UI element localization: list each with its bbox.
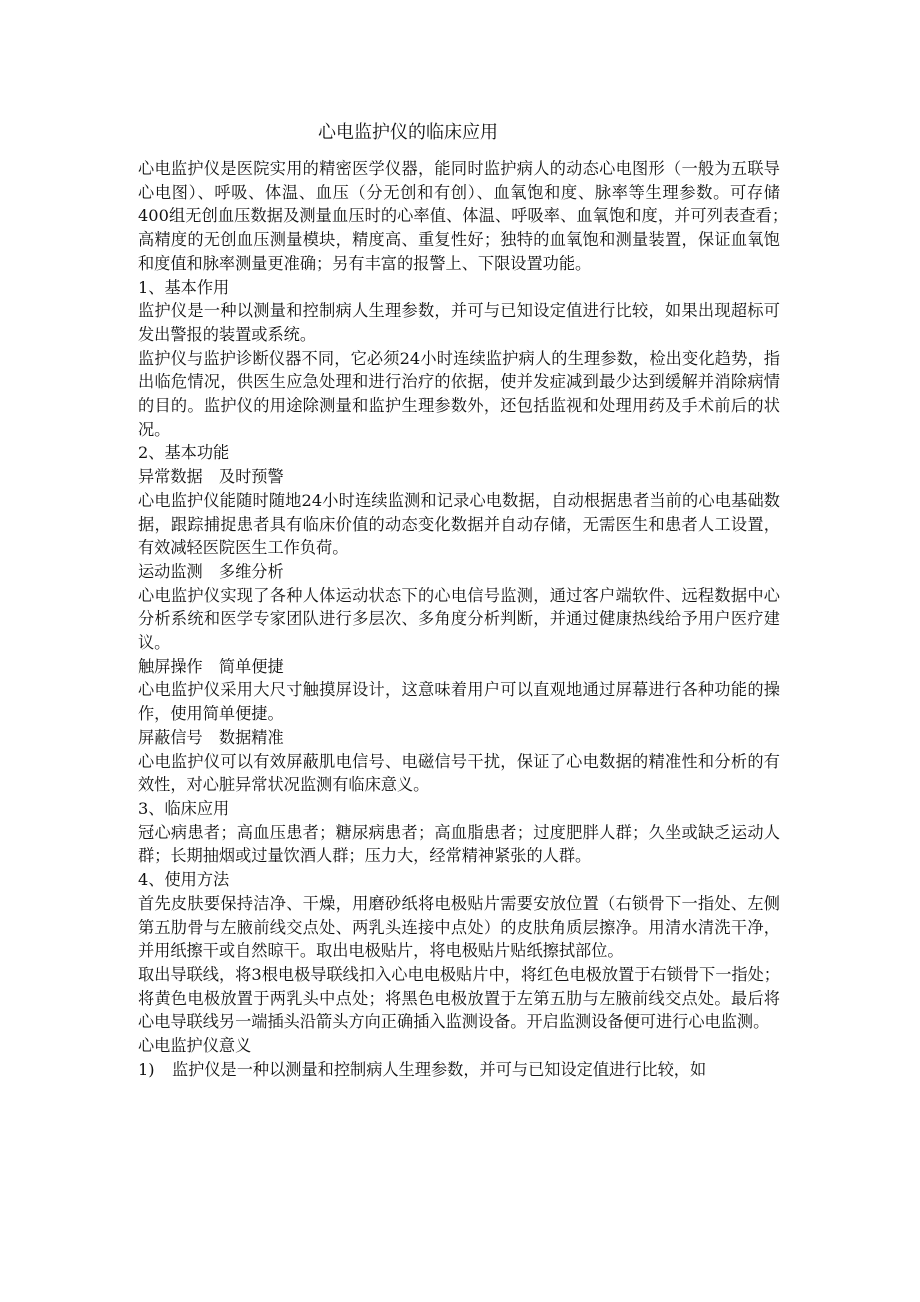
document-title: 心电监护仪的临床应用 [318, 122, 498, 143]
clinical-use-paragraph: 冠心病患者；高血压患者；糖尿病患者；高血脂患者；过度肥胖人群；久坐或缺乏运动人群；长期抽烟或过量饮酒人群；压力大，经常精神紧张的人群。 [138, 822, 780, 866]
feature-text-alert: 心电监护仪能随时随地24小时连续监测和记录心电数据，自动根据患者当前的心电基础数据，跟踪捕捉患者具有临床价值的动态变化数据并自动存储，无需医生和患者人工设置，有效减轻医院医生工作负荷。 [138, 490, 780, 558]
significance-list-item [138, 1058, 780, 1082]
section-heading-usage-method: 4、使用方法 [138, 870, 230, 890]
feature-heading-motion: 运动监测 多维分析 [138, 561, 284, 581]
feature-text-motion: 心电监护仪实现了各种人体运动状态下的心电信号监测，通过客户端软件、远程数据中心分析系统和医学专家团队进行多层次、多角度分析判断，并通过健康热线给予用户医疗建议。 [138, 585, 780, 653]
list-item-text: 监护仪是一种以测量和控制病人生理参数，并可与已知设定值进行比较，如 [172, 1059, 707, 1079]
feature-heading-touchscreen: 触屏操作 简单便捷 [138, 656, 284, 676]
basic-role-paragraph-1: 监护仪是一种以测量和控制病人生理参数，并可与已知设定值进行比较，如果出现超标可发出警报的装置或系统。 [138, 301, 780, 344]
usage-method-paragraph-2: 取出导联线，将3根电极导联线扣入心电电极贴片中，将红色电极放置于右锁骨下一指处；将黄色电极放置于两乳头中点处；将黑色电极放置于左第五肋与左腋前线交点处。最后将心电导联线另一端插头沿箭头方向正确插入监测设备。开启监测设备便可进行心电监测。 [138, 964, 780, 1032]
feature-text-shielding: 心电监护仪可以有效屏蔽肌电信号、电磁信号干扰，保证了心电数据的精准性和分析的有效性，对心脏异常状况监测有临床意义。 [138, 751, 780, 795]
feature-heading-shielding: 屏蔽信号 数据精准 [138, 727, 284, 747]
feature-text-touchscreen: 心电监护仪采用大尺寸触摸屏设计，这意味着用户可以直观地通过屏幕进行各种功能的操作，使用简单便捷。 [138, 680, 780, 724]
section-heading-clinical-use: 3、临床应用 [138, 798, 230, 818]
basic-role-paragraph-2: 监护仪与监护诊断仪器不同，它必须24小时连续监护病人的生理参数，检出变化趋势，指出临危情况，供医生应急处理和进行治疗的依据，使并发症减到最少达到缓解并消除病情的目的。监护仪的用途除测量和监护生理参数外，还包括监视和处理用药及手术前后的状况。 [138, 348, 780, 439]
section-heading-basic-role: 1、基本作用 [138, 277, 230, 297]
document-body [138, 118, 797, 1081]
feature-heading-alert: 异常数据 及时预警 [138, 467, 284, 487]
intro-paragraph: 心电监护仪是医院实用的精密医学仪器，能同时监护病人的动态心电图形（一般为五联导心电图）、呼吸、体温、血压（分无创和有创）、血氧饱和度、脉率等生理参数。可存储400组无创血压数据及测量血压时的心率值、体温、呼吸率、血氧饱和度，并可列表查看； 高精度的无创血压测量模块，精度高、重复性好；独特的血氧饱和测量装置，保证血氧饱和度值和脉率测量更准确；另有丰富的报警上、下限设置功能。 [138, 159, 797, 273]
usage-method-paragraph-1: 首先皮肤要保持洁净、干燥，用磨砂纸将电极贴片需要安放位置（右锁骨下一指处、左侧第五肋骨与左腋前线交点处、两乳头连接中点处）的皮肤角质层擦净。用清水清洗干净，并用纸擦干或自然晾干。取出电极贴片，将电极贴片贴纸擦拭部位。 [138, 893, 780, 961]
section-heading-basic-functions: 2、基本功能 [138, 443, 230, 463]
significance-heading: 心电监护仪意义 [138, 1036, 252, 1056]
list-item-number: 1) [138, 1059, 155, 1079]
